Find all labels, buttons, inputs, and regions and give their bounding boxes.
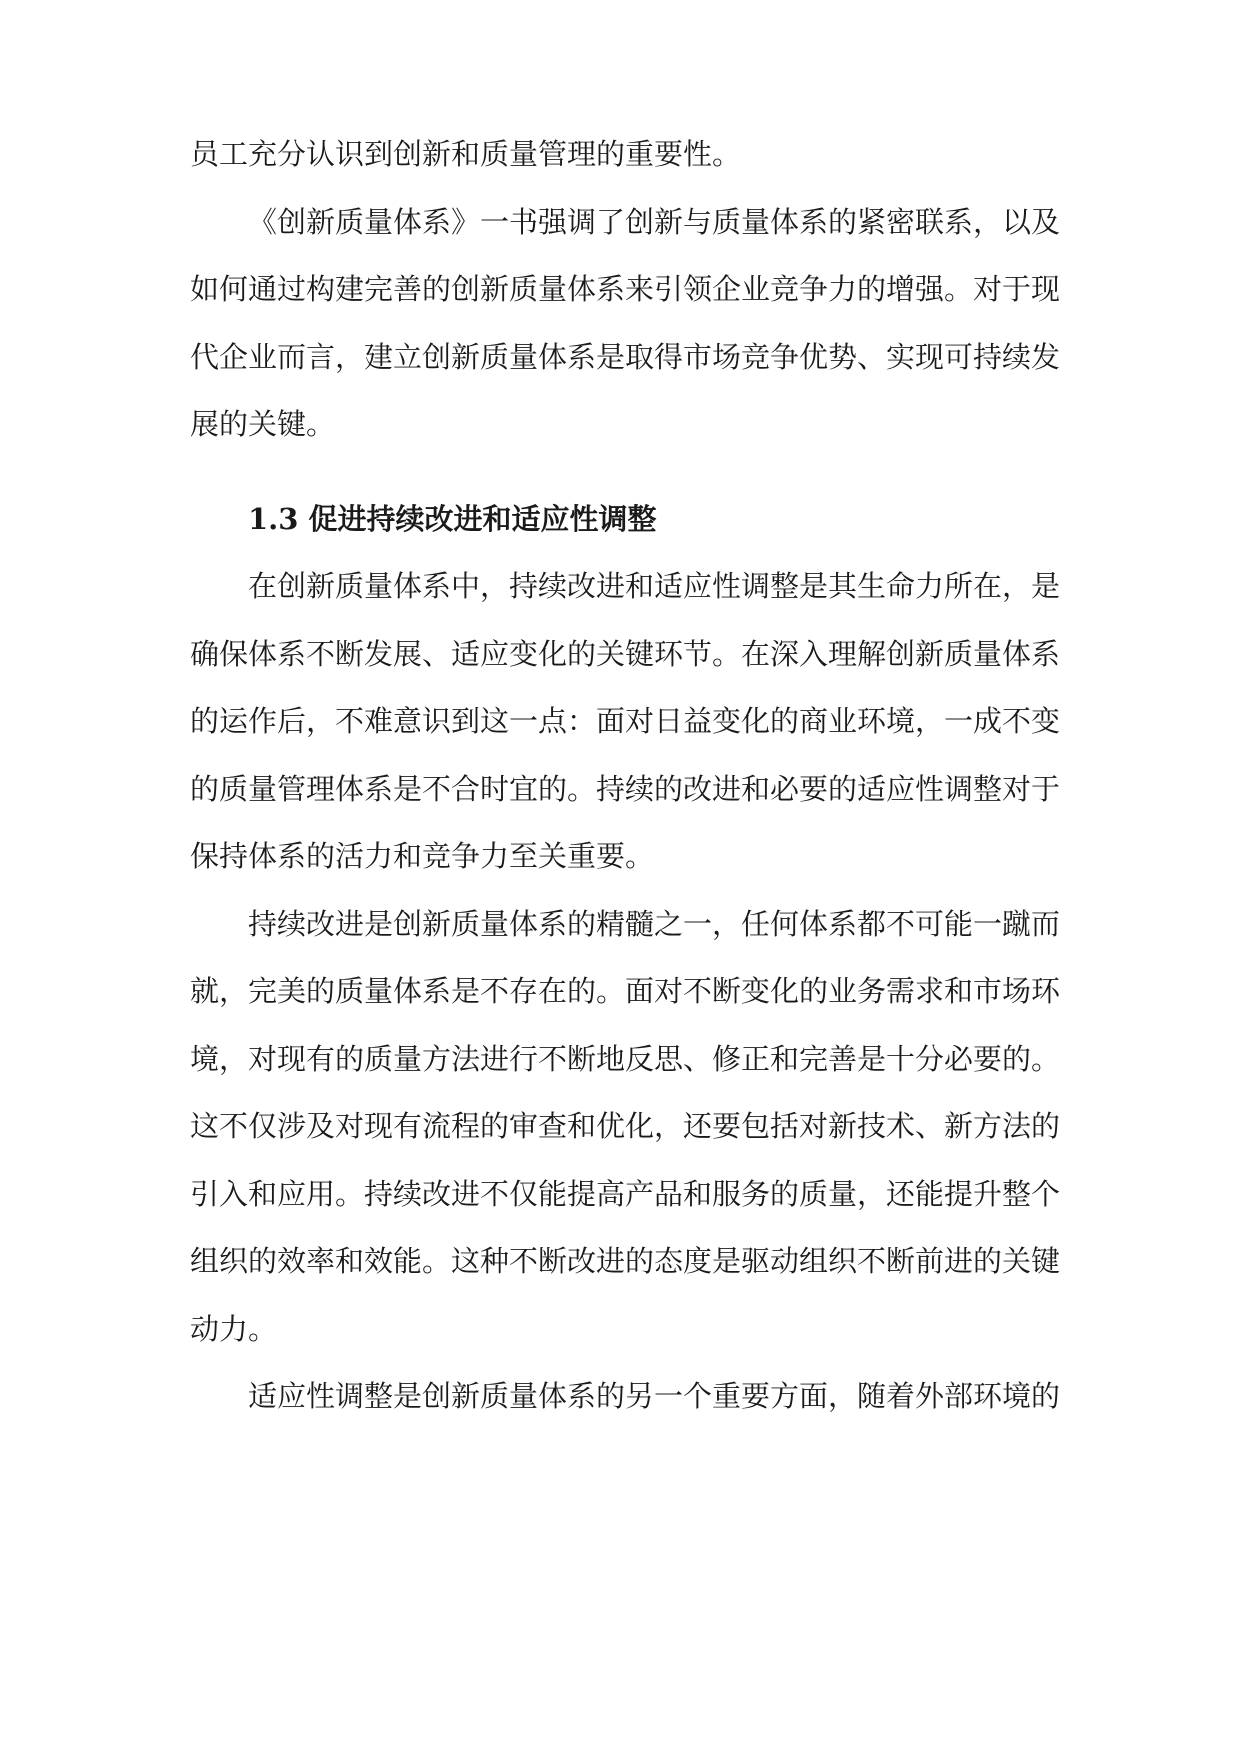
paragraph-line: 代企业而言，建立创新质量体系是取得市场竞争优势、实现可持续发 (190, 340, 1061, 374)
paragraph-line: 境，对现有的质量方法进行不断地反思、修正和完善是十分必要的。 (190, 1042, 1061, 1076)
paragraph-line: 展的关键。 (190, 407, 336, 441)
paragraph-line: 《创新质量体系》一书强调了创新与质量体系的紧密联系，以及 (248, 205, 1061, 239)
paragraph-line: 就，完美的质量体系是不存在的。面对不断变化的业务需求和市场环 (190, 974, 1061, 1008)
paragraph-line: 持续改进是创新质量体系的精髓之一，任何体系都不可能一蹴而 (248, 907, 1061, 941)
paragraph-line: 动力。 (190, 1312, 278, 1346)
paragraph-line: 保持体系的活力和竞争力至关重要。 (190, 839, 655, 873)
paragraph-line: 这不仅涉及对现有流程的审查和优化，还要包括对新技术、新方法的 (190, 1109, 1061, 1143)
paragraph-line: 在创新质量体系中，持续改进和适应性调整是其生命力所在，是 (248, 569, 1061, 603)
paragraph-line: 确保体系不断发展、适应变化的关键环节。在深入理解创新质量体系 (190, 637, 1061, 671)
section-heading: 1.3 促进持续改进和适应性调整 (248, 502, 657, 536)
paragraph-line: 组织的效率和效能。这种不断改进的态度是驱动组织不断前进的关键 (190, 1244, 1061, 1278)
paragraph-line: 适应性调整是创新质量体系的另一个重要方面，随着外部环境的 (248, 1379, 1061, 1413)
paragraph-line: 的运作后，不难意识到这一点：面对日益变化的商业环境，一成不变 (190, 704, 1061, 738)
paragraph-line: 员工充分认识到创新和质量管理的重要性。 (190, 137, 742, 171)
paragraph-line: 引入和应用。持续改进不仅能提高产品和服务的质量，还能提升整个 (190, 1177, 1061, 1211)
paragraph-line: 的质量管理体系是不合时宜的。持续的改进和必要的适应性调整对于 (190, 772, 1061, 806)
paragraph-line: 如何通过构建完善的创新质量体系来引领企业竞争力的增强。对于现 (190, 272, 1061, 306)
